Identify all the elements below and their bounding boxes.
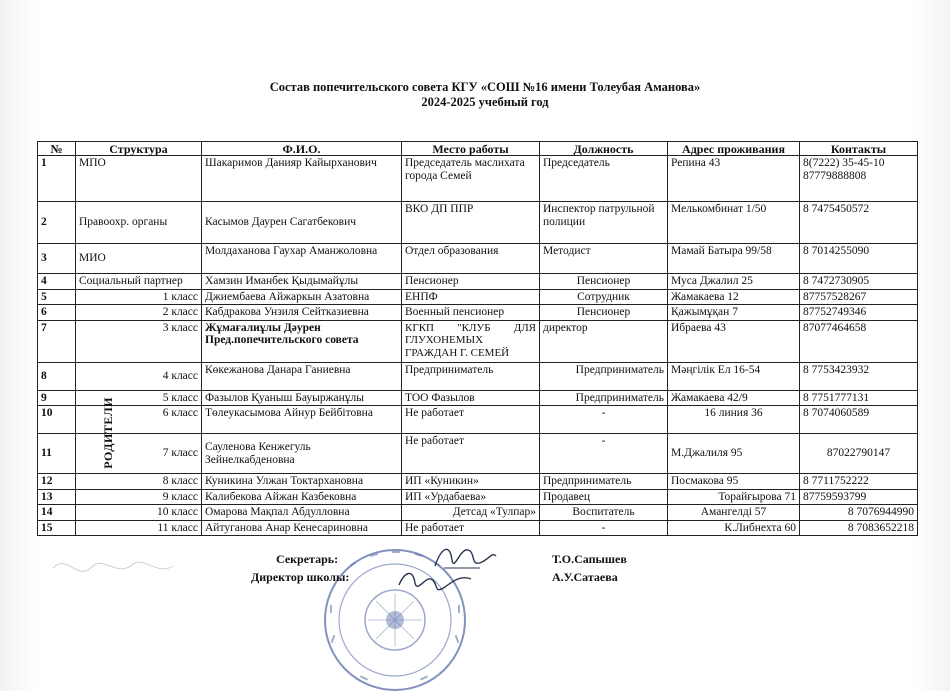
row-name: Айтуганова Анар Кенесариновна xyxy=(202,520,402,536)
row-position: Инспектор патрульной полиции xyxy=(540,202,668,244)
row-name: Касымов Даурен Сагатбекович xyxy=(202,202,402,244)
row-workplace: Военный пенсионер xyxy=(402,305,540,321)
table-row xyxy=(38,274,918,290)
row-contacts: 8 7475450572 xyxy=(800,202,918,244)
row-contacts: 8 7014255090 xyxy=(800,244,918,274)
table-row xyxy=(38,390,918,406)
row-number: 5 xyxy=(38,289,76,305)
row-workplace: Не работает xyxy=(402,434,540,474)
row-number: 10 xyxy=(38,406,76,434)
row-position: Предприниматель xyxy=(540,474,668,490)
row-number: 3 xyxy=(38,244,76,274)
row-position: Пенсионер xyxy=(540,274,668,290)
row-number: 14 xyxy=(38,505,76,521)
row-address: Жамакаева 42/9 xyxy=(668,390,800,406)
table-row xyxy=(38,505,918,521)
bleed-through-marks xyxy=(48,548,208,588)
table-row xyxy=(38,362,918,390)
row-contacts: 87077464658 xyxy=(800,320,918,362)
row-name: Джиембаева Айжаркын Азатовна xyxy=(202,289,402,305)
table-row xyxy=(38,305,918,321)
header-workplace: Место работы xyxy=(402,142,540,156)
row-position: Методист xyxy=(540,244,668,274)
row-structure: 3 класс xyxy=(76,320,202,362)
row-address: Мәңгілік Ел 16-54 xyxy=(668,362,800,390)
header-contacts: Контакты xyxy=(800,142,918,156)
row-position: Продавец xyxy=(540,489,668,505)
row-number: 7 xyxy=(38,320,76,362)
row-structure: 7 класс xyxy=(76,434,202,474)
secretary-label: Секретарь: xyxy=(276,552,339,566)
row-contacts: 8 7711752222 xyxy=(800,474,918,490)
row-workplace: Пенсионер xyxy=(402,274,540,290)
row-address: Мелькомбинат 1/50 xyxy=(668,202,800,244)
row-structure: 9 класс xyxy=(76,489,202,505)
row-address: Муса Джалил 25 xyxy=(668,274,800,290)
row-structure: 8 класс xyxy=(76,474,202,490)
row-structure: 1 класс xyxy=(76,289,202,305)
row-workplace: Не работает xyxy=(402,520,540,536)
row-name: Сауленова Кенжегуль Зейнелкабденовна xyxy=(202,434,402,474)
row-name: Фазылов Қуаныш Бауыржанұлы xyxy=(202,390,402,406)
row-address: Амангелді 57 xyxy=(668,505,800,521)
row-workplace: Детсад «Тулпар» xyxy=(402,505,540,521)
row-workplace: ИП «Урдабаева» xyxy=(402,489,540,505)
row-position: - xyxy=(540,434,668,474)
row-workplace: ВКО ДП ППР xyxy=(402,202,540,244)
header-structure: Структура xyxy=(76,142,202,156)
row-contacts: 87022790147 xyxy=(800,434,918,474)
row-name: Молдаханова Гаухар Аманжоловна xyxy=(202,244,402,274)
row-position: Председатель xyxy=(540,156,668,202)
row-number: 1 xyxy=(38,156,76,202)
row-structure: 2 класс xyxy=(76,305,202,321)
parents-label: РОДИТЕЛИ xyxy=(100,396,115,469)
row-workplace: ИП «Куникин» xyxy=(402,474,540,490)
table-row xyxy=(38,434,918,474)
row-name: Куникина Улжан Токтархановна xyxy=(202,474,402,490)
row-contacts: 8 7472730905 xyxy=(800,274,918,290)
row-structure: 5 класс xyxy=(76,390,202,406)
row-name: Шакаримов Данияр Кайырханович xyxy=(202,156,402,202)
row-address: Ибраева 43 xyxy=(668,320,800,362)
row-position: - xyxy=(540,520,668,536)
row-number: 6 xyxy=(38,305,76,321)
row-position: Сотрудник xyxy=(540,289,668,305)
row-address: М.Джалиля 95 xyxy=(668,434,800,474)
header-address: Адрес проживания xyxy=(668,142,800,156)
table-row xyxy=(38,289,918,305)
row-address: Қажымұқан 7 xyxy=(668,305,800,321)
row-structure: Правоохр. органы xyxy=(76,202,202,244)
row-structure: МИО xyxy=(76,244,202,274)
director-name: А.У.Сатаева xyxy=(552,570,618,584)
row-number: 8 xyxy=(38,362,76,390)
director-label: Директор школы: xyxy=(251,570,350,584)
row-position: - xyxy=(540,406,668,434)
row-workplace: КГКП "КЛУБ ДЛЯ ГЛУХОНЕМЫХ ГРАЖДАН Г. СЕМЕЙ xyxy=(402,320,540,362)
row-workplace: Предприниматель xyxy=(402,362,540,390)
row-workplace: ЕНПФ xyxy=(402,289,540,305)
header-name: Ф.И.О. xyxy=(202,142,402,156)
row-address: 16 линия 36 xyxy=(668,406,800,434)
row-address: Репина 43 xyxy=(668,156,800,202)
council-table xyxy=(37,141,918,536)
row-number: 9 xyxy=(38,390,76,406)
director-signature xyxy=(395,565,475,600)
row-name: Төлеукасымова Айнур Бейбітовна xyxy=(202,406,402,434)
row-position: Пенсионер xyxy=(540,305,668,321)
secretary-name: Т.О.Сапышев xyxy=(552,552,627,566)
parents-group-label xyxy=(80,320,136,545)
row-contacts: 8 7076944990 xyxy=(800,505,918,521)
row-workplace: Отдел образования xyxy=(402,244,540,274)
row-structure: 4 класс xyxy=(76,362,202,390)
row-workplace: Председатель маслихата города Семей xyxy=(402,156,540,202)
row-number: 13 xyxy=(38,489,76,505)
row-number: 4 xyxy=(38,274,76,290)
row-name: Жұмағалиұлы Дәурен Пред.попечительского совета xyxy=(202,320,402,362)
row-structure: МПО xyxy=(76,156,202,202)
row-position: Воспитатель xyxy=(540,505,668,521)
row-number: 11 xyxy=(38,434,76,474)
row-contacts: 8 7753423932 xyxy=(800,362,918,390)
table-row xyxy=(38,202,918,244)
document-title: Состав попечительского совета КГУ «СОШ №16 имени Толеубая Аманова» xyxy=(269,80,701,94)
row-workplace: Не работает xyxy=(402,406,540,434)
table-row xyxy=(38,406,918,434)
row-address: Жамакаева 12 xyxy=(668,289,800,305)
row-address: Торайғырова 71 xyxy=(668,489,800,505)
row-number: 12 xyxy=(38,474,76,490)
table-row xyxy=(38,320,918,362)
row-workplace: ТОО Фазылов xyxy=(402,390,540,406)
header-num: № xyxy=(38,142,76,156)
row-number: 2 xyxy=(38,202,76,244)
row-contacts: 87759593799 xyxy=(800,489,918,505)
table-row xyxy=(38,520,918,536)
school-year: 2024-2025 учебный год xyxy=(421,95,549,109)
row-structure: 11 класс xyxy=(76,520,202,536)
table-row xyxy=(38,489,918,505)
row-contacts: 8(7222) 35-45-10 87779888808 xyxy=(800,156,918,202)
row-position: Предприниматель xyxy=(540,362,668,390)
header-position: Должность xyxy=(540,142,668,156)
row-address: К.Либнехта 60 xyxy=(668,520,800,536)
row-contacts: 87757528267 xyxy=(800,289,918,305)
row-name: Кабдракова Унзиля Сейтказиевна xyxy=(202,305,402,321)
row-contacts: 8 7083652218 xyxy=(800,520,918,536)
table-row xyxy=(38,244,918,274)
table-row xyxy=(38,474,918,490)
row-structure: 10 класс xyxy=(76,505,202,521)
row-structure: Социальный партнер xyxy=(76,274,202,290)
row-contacts: 8 7074060589 xyxy=(800,406,918,434)
row-position: Предприниматель xyxy=(540,390,668,406)
row-name: Калибекова Айжан Казбековна xyxy=(202,489,402,505)
row-contacts: 87752749346 xyxy=(800,305,918,321)
row-name: Көкежанова Данара Ганиевна xyxy=(202,362,402,390)
row-structure: 6 класс xyxy=(76,406,202,434)
row-name: Хамзин Иманбек Қыдымайұлы xyxy=(202,274,402,290)
row-number: 15 xyxy=(38,520,76,536)
row-address: Посмакова 95 xyxy=(668,474,800,490)
row-contacts: 8 7751777131 xyxy=(800,390,918,406)
table-row xyxy=(38,156,918,202)
row-position: директор xyxy=(540,320,668,362)
row-address: Мамай Батыра 99/58 xyxy=(668,244,800,274)
row-name: Омарова Мақпал Абдулловна xyxy=(202,505,402,521)
